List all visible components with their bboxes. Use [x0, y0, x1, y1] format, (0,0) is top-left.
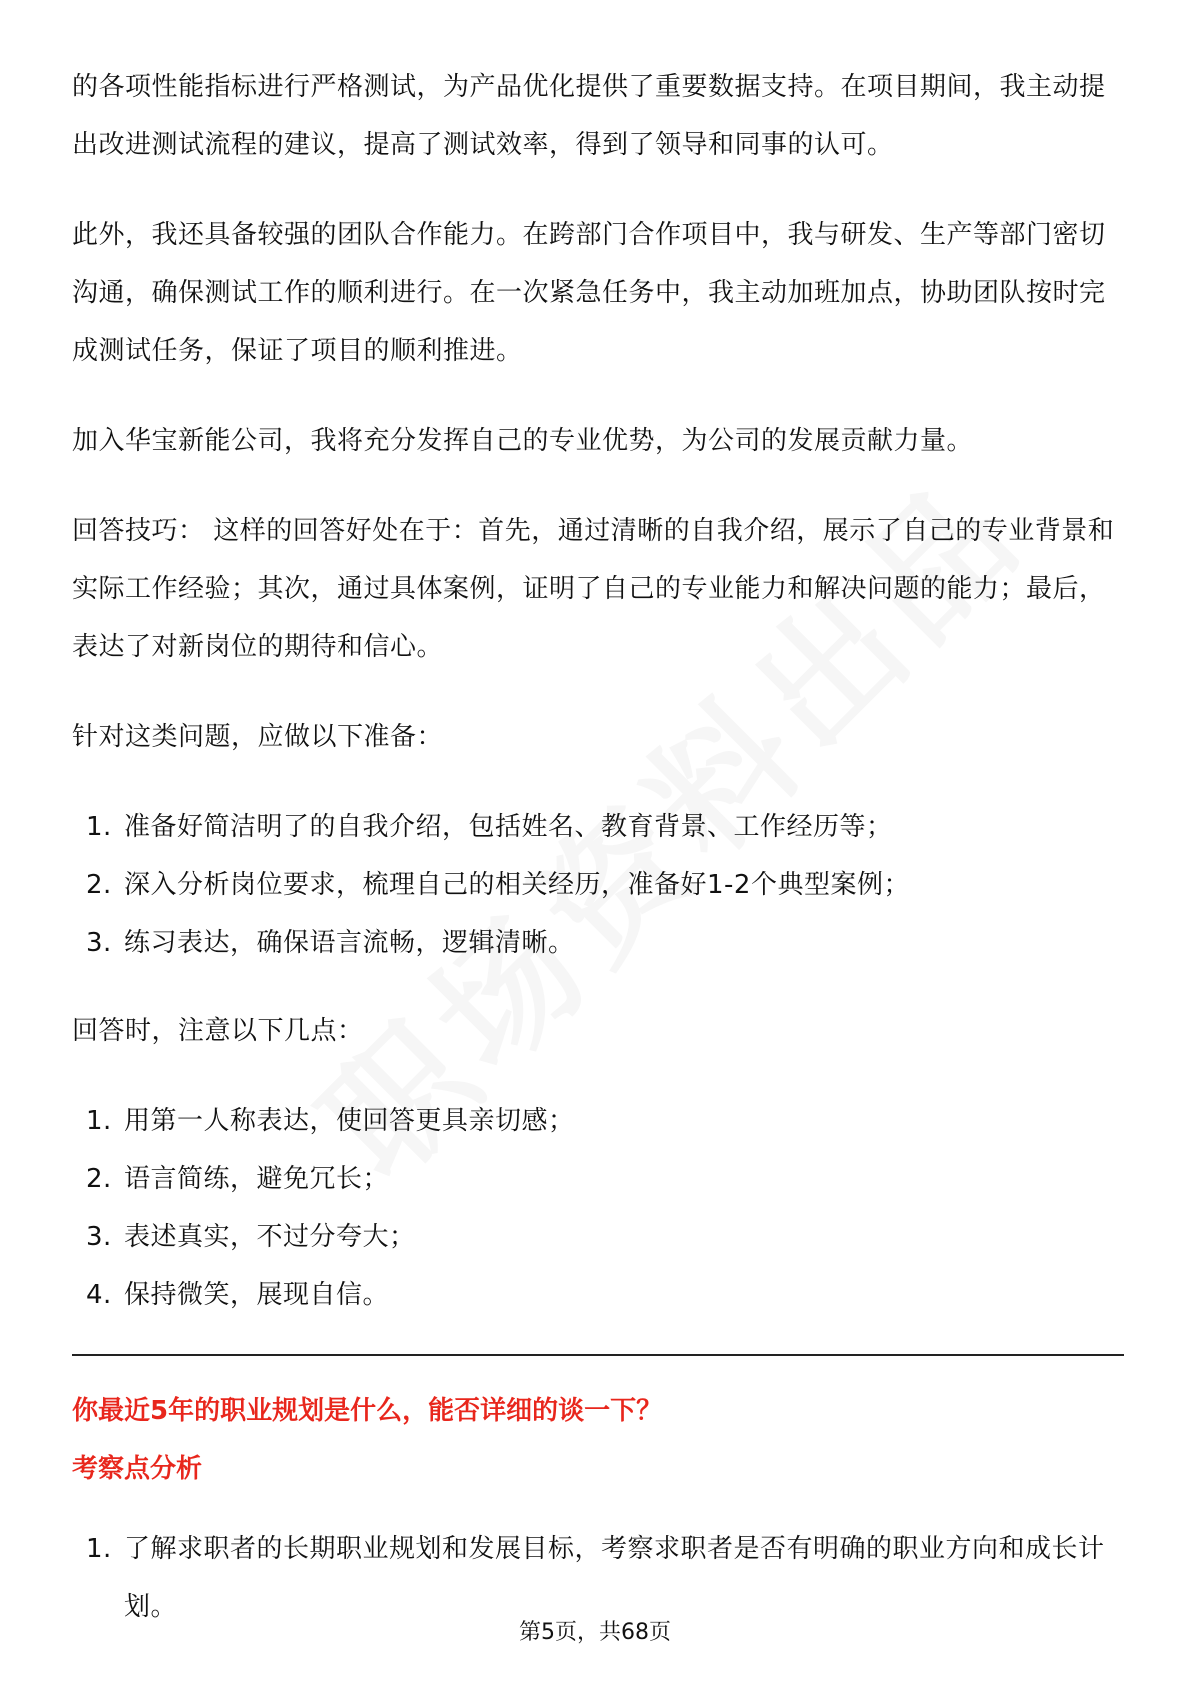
list-item: 1. 了解求职者的长期职业规划和发展目标，考察求职者是否有明确的职业方向和成长计划。 — [86, 1534, 1105, 1622]
paragraph-3: 加入华宝新能公司，我将充分发挥自己的专业优势，为公司的发展贡献力量。 — [72, 426, 974, 456]
list-item: 1. 准备好简洁明了的自我介绍，包括姓名、教育背景、工作经历等； — [86, 812, 893, 842]
question-title: 你最近5年的职业规划是什么，能否详细的谈一下？ — [72, 1396, 663, 1426]
list-item: 3. 表述真实，不过分夸大； — [86, 1222, 416, 1252]
content — [72, 58, 1124, 1666]
page-number: 第5页，共68页 — [519, 1620, 671, 1645]
answer-tips-paragraph: 回答技巧： 这样的回答好处在于：首先，通过清晰的自我介绍，展示了自己的专业背景和实际工作经验；其次，通过具体案例，证明了自己的专业能力和解决问题的能力；最后，表达了对新岗位的期待和信心。 — [72, 516, 1115, 662]
list-item: 2. 深入分析岗位要求，梳理自己的相关经历，准备好1-2个典型案例； — [86, 870, 910, 900]
divider — [72, 1354, 1124, 1356]
list-item: 1. 用第一人称表达，使回答更具亲切感； — [86, 1106, 575, 1136]
preparation-intro: 针对这类问题，应做以下准备： — [72, 722, 444, 752]
notes-intro: 回答时，注意以下几点： — [72, 1016, 364, 1046]
analysis-heading: 考察点分析 — [72, 1454, 203, 1484]
preparation-list — [72, 798, 1124, 972]
list-item: 4. 保持微笑，展现自信。 — [86, 1280, 390, 1310]
paragraph-2: 此外，我还具备较强的团队合作能力。在跨部门合作项目中，我与研发、生产等部门密切沟通，确保测试工作的顺利进行。在一次紧急任务中，我主动加班加点，协助团队按时完成测试任务，保证了项目的顺利推进。 — [72, 220, 1106, 366]
paragraph-1: 的各项性能指标进行严格测试，为产品优化提供了重要数据支持。在项目期间，我主动提出改进测试流程的建议，提高了测试效率，得到了领导和同事的认可。 — [72, 72, 1106, 160]
notes-list — [72, 1092, 1124, 1324]
list-item: 2. 语言简练，避免冗长； — [86, 1164, 390, 1194]
list-item: 3. 练习表达，确保语言流畅，逻辑清晰。 — [86, 928, 575, 958]
